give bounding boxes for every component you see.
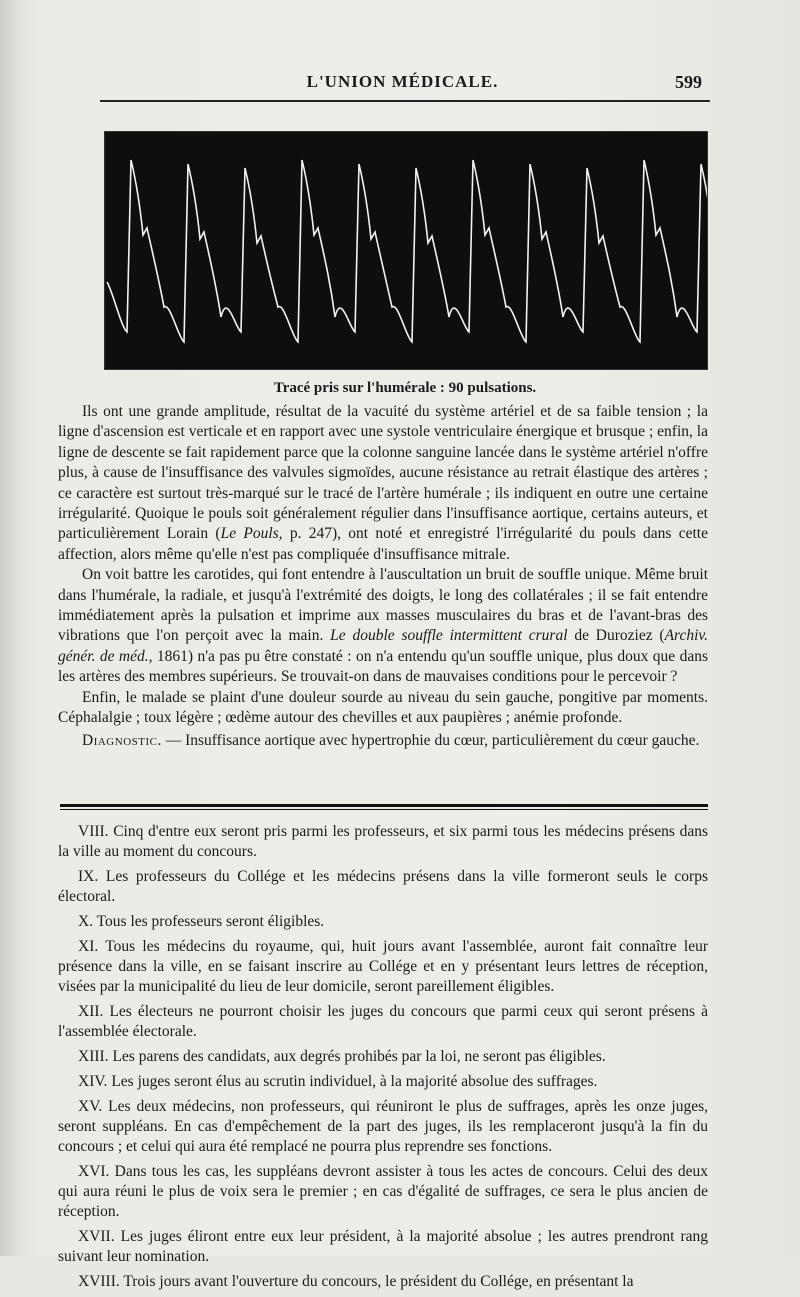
article-item bbox=[58, 912, 708, 932]
diagnostic-label: Diagnostic. bbox=[82, 731, 162, 749]
article-number: XIII. bbox=[78, 1048, 109, 1065]
article-text: Tous les médecins du royaume, qui, huit jours avant l'assemblée, auront fait connaître leur présence dans la ville, en se faisant inscrire au Collége et en y présentant leurs lettres de réception, visées par la municipalité du lieu de leur domicile, seront pareillement éligibles. bbox=[58, 937, 708, 996]
article-text: Les parens des candidats, aux degrés prohibés par la loi, ne seront pas éligibles. bbox=[108, 1048, 606, 1065]
page-number: 599 bbox=[675, 72, 702, 92]
section-divider-thin bbox=[60, 809, 708, 810]
paragraph-3: Enfin, le malade se plaint d'une douleur sourde au niveau du sein gauche, pongitive par moments. Céphalalgie ; toux légère ; œdème autour des chevilles et aux paupières ; anémie profonde. bbox=[58, 688, 708, 727]
article-text: Les professeurs du Collége et les médecins présens dans la ville formeront seuls le corps électoral. bbox=[58, 868, 708, 906]
article-number: IX. bbox=[78, 868, 99, 885]
pulse-waveform bbox=[107, 160, 707, 342]
article-number: XVIII. bbox=[78, 1273, 120, 1290]
article-number: VIII. bbox=[78, 823, 109, 840]
figure-caption: Tracé pris sur l'humérale : 90 pulsations. bbox=[273, 380, 537, 396]
article-item bbox=[58, 1272, 708, 1292]
article-item bbox=[58, 867, 708, 907]
article-text: Dans tous les cas, les suppléans devront assister à tous les actes de concours. Celui des deux qui aura réuni le plus de voix sera le premier ; en cas d'égalité de suffrages, ce sera le plus ancien de réception. bbox=[58, 1162, 708, 1221]
running-title: L'UNION MÉDICALE. bbox=[306, 72, 499, 91]
paragraph-1: Ils ont une grande amplitude, résultat de la vacuité du système artériel et de sa faible tension ; la ligne d'ascension est verticale et en rapport avec une systole ventriculaire énergique et brusque ; enfin, la ligne de descente se fait rapidement parce que la colonne sanguine lancée dans le système artériel n'offre plus, à cause de l'insuffisance des valvules sigmoïdes, aucune résistance au retrait élastique des artères ; ce caractère est surtout très-marqué sur le tracé de l'artère humérale ; ils indiquent en outre une certaine irrégularité. Quoique le pouls soit généralement régulier dans l'insuffisance aortique, certains auteurs, et particulièrement Lorain (Le Pouls, p. 247), ont noté et enregistré l'irrégularité du pouls dans cette affection, alors même qu'elle n'est pas compliquée d'insuffisance mitrale. bbox=[58, 403, 708, 563]
article-number: XII. bbox=[78, 1003, 104, 1020]
article-item bbox=[58, 937, 708, 998]
articles-list bbox=[58, 822, 708, 1297]
article-item bbox=[58, 1097, 708, 1158]
article-text: Les juges seront élus au scrutin individuel, à la majorité absolue des suffrages. bbox=[107, 1072, 598, 1090]
article-number: XVII. bbox=[78, 1228, 115, 1245]
article-item bbox=[58, 822, 708, 862]
page-header bbox=[95, 72, 710, 98]
section-divider bbox=[60, 804, 708, 807]
article-item bbox=[58, 1072, 708, 1092]
article-text: Les électeurs ne pourront choisir les juges du concours que parmi ceux qui seront présens à l'assemblée électorale. bbox=[58, 1003, 708, 1041]
article-number: X. bbox=[78, 913, 94, 930]
article-item bbox=[58, 1047, 708, 1067]
article-number: XVI. bbox=[78, 1162, 110, 1180]
article-number: XI. bbox=[78, 937, 99, 955]
article-text: Les deux médecins, non professeurs, qui réuniront le plus de suffrages, après les onze juges, seront suppléans. En cas d'empêchement de la part des juges, ils les remplaceront jusqu'à la fin du concours ; et celui qui aura été remplacé ne pourra plus reprendre ses fonctions. bbox=[58, 1097, 708, 1155]
article-text: Cinq d'entre eux seront pris parmi les professeurs, et six parmi tous les médecins présens dans la ville au moment du concours. bbox=[58, 823, 708, 861]
article-item bbox=[58, 1227, 708, 1267]
article-number: XIV. bbox=[78, 1072, 108, 1090]
paragraph-2: On voit battre les carotides, qui font entendre à l'auscultation un bruit de souffle unique. Même bruit dans l'humérale, la radiale, et jusqu'à l'extrémité des doigts, le long des collatérales ; il se fait entendre immédiatement après la pulsation et imprime aux masses musculaires du bras et de l'avant-bras des vibrations que l'on perçoit avec la main. Le double souffle intermittent crural de Duroziez (Archiv. génér. de méd., 1861) n'a pas pu être constaté : on n'a entendu qu'un souffle unique, plus doux que dans les artères des membres supérieurs. Se trouvait-on dans de mauvaises conditions pour le percevoir ? bbox=[58, 566, 709, 686]
article-item bbox=[58, 1162, 708, 1223]
body-text bbox=[58, 402, 708, 751]
article-number: XV. bbox=[78, 1097, 103, 1115]
article-text: Trois jours avant l'ouverture du concours, le président du Collége, en présentant la bbox=[119, 1273, 634, 1290]
header-rule bbox=[100, 100, 710, 102]
article-item bbox=[58, 1002, 708, 1042]
diagnostic-paragraph: Diagnostic. — Insuffisance aortique avec hypertrophie du cœur, particulièrement du cœur gauche. bbox=[82, 731, 700, 749]
article-text: Tous les professeurs seront éligibles. bbox=[93, 913, 325, 930]
sphygmograph-tracing bbox=[105, 132, 707, 369]
pulse-tracing-figure bbox=[104, 131, 708, 370]
article-text: Les juges éliront entre eux leur président, à la majorité absolue ; les autres prendront rang suivant leur nomination. bbox=[58, 1228, 708, 1266]
